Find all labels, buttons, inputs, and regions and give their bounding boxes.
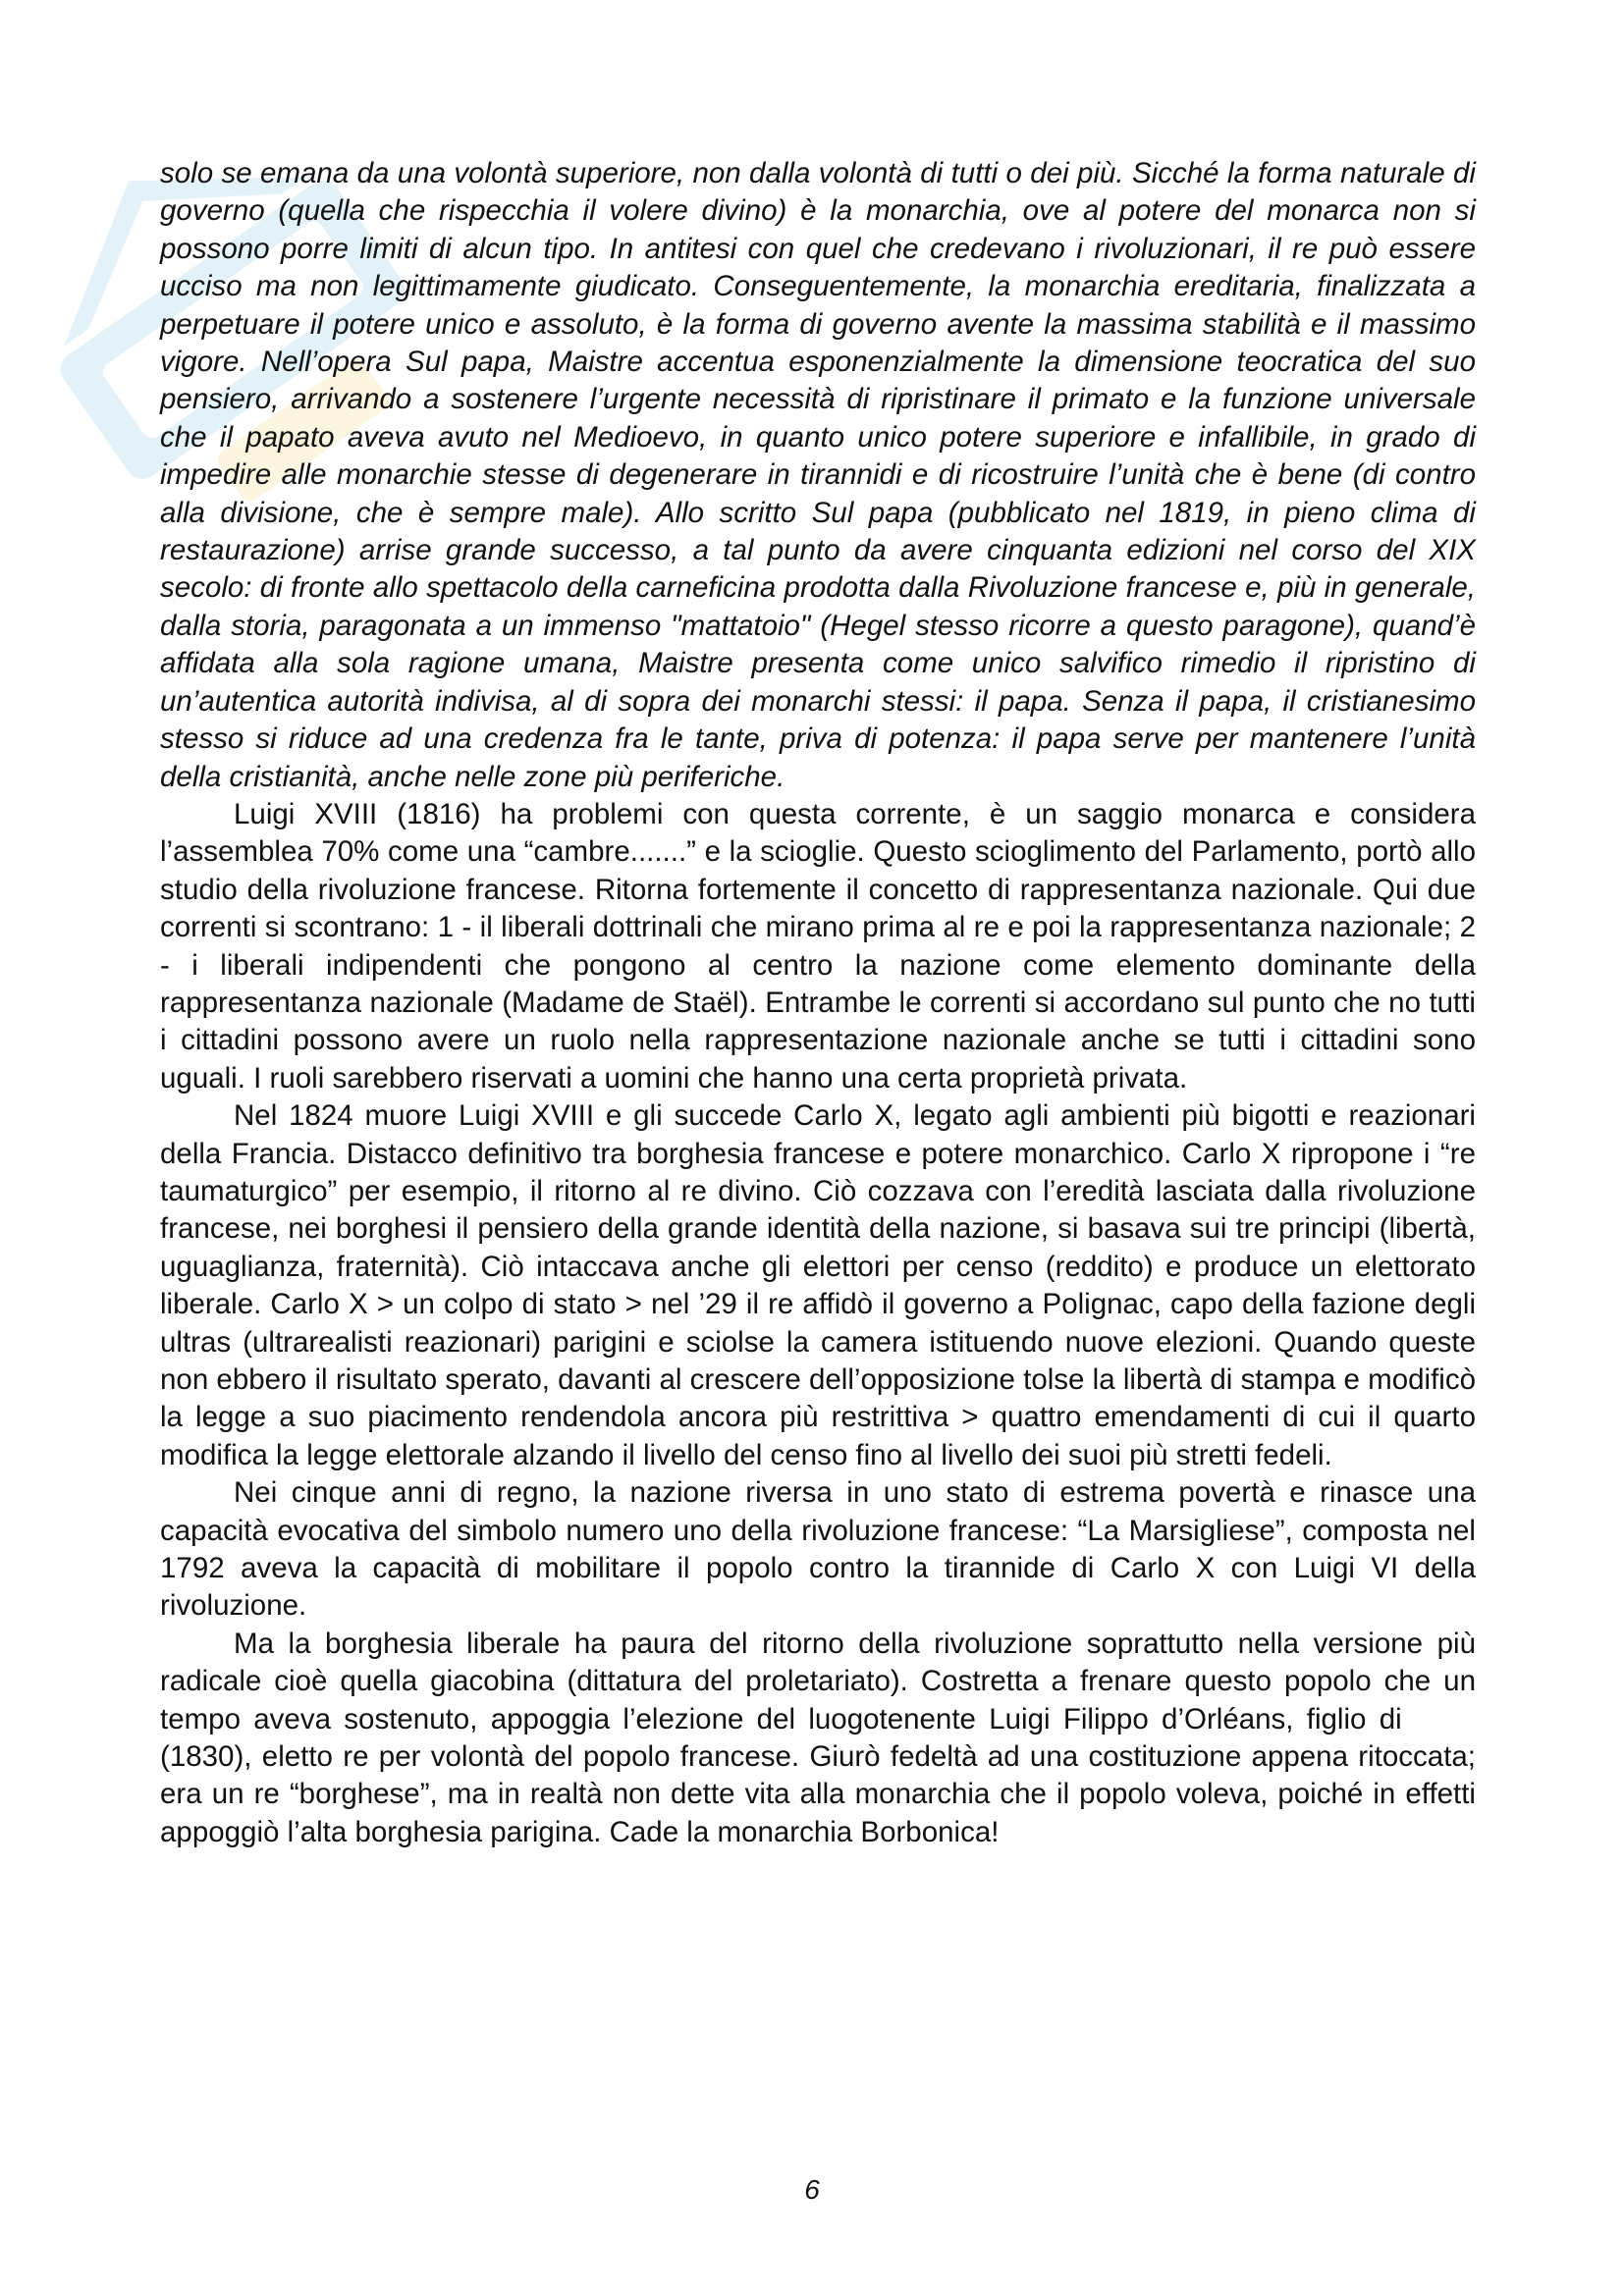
page-number: 6 <box>804 2174 820 2205</box>
paragraph-maistre-continuation: solo se emana da una volontà superiore, non dalla volontà di tutti o dei più. Sicché la forma naturale di governo (quella che rispecchia il volere divino) è la monarchia, ove al potere del monarca non si possono porre limiti di alcun tipo. In antitesi con quel che credevano i rivoluzionari, il re può essere ucciso ma non legittimamente giudicato. Conseguentemente, la monarchia ereditaria, finalizzata a perpetuare il potere unico e assoluto, è la forma di governo avente la massima stabilità e il massimo vigore. Nell’opera Sul papa, Maistre accentua esponenzialmente la dimensione teocratica del suo pensiero, arrivando a sostenere l’urgente necessità di ripristinare il primato e la funzione universale che il papato aveva avuto nel Medioevo, in quanto unico potere superiore e infallibile, in grado di impedire alle monarchie stesse di degenerare in tirannidi e di ricostruire l’unità che è bene (di contro alla divisione, che è sempre male). Allo scritto Sul papa (pubblicato nel 1819, in pieno clima di restaurazione) arrise grande successo, a tal punto da avere cinquanta edizioni nel corso del XIX secolo: di fronte allo spettacolo della carneficina prodotta dalla Rivoluzione francese e, più in generale, dalla storia, paragonata a un immenso "mattatoio" (Hegel stesso ricorre a questo paragone), quand’è affidata alla sola ragione umana, Maistre presenta come unico salvifico rimedio il ripristino di un’autentica autorità indivisa, al di sopra dei monarchi stessi: il papa. Senza il papa, il cristianesimo stesso si riduce ad una credenza fra le tante, priva di potenza: il papa serve per mantenere l’unità della cristianità, anche nelle zone più periferiche. <box>160 157 1476 793</box>
document-body <box>160 155 1476 1851</box>
paragraph-luigi-filippo-part-1: Ma la borghesia liberale ha paura del ritorno della rivoluzione soprattutto nella versione più radicale cioè quella giacobina (dittatura del proletariato). Costretta a frenare questo popolo che un tempo aveva sostenuto, appoggia l’elezione del luogotenente Luigi Filippo d’Orléans, figlio di <box>160 1627 1476 1735</box>
paragraph-luigi-filippo <box>160 1626 1476 1851</box>
paragraph-carlo-x: Nel 1824 muore Luigi XVIII e gli succede Carlo X, legato agli ambienti più bigotti e reazionari della Francia. Distacco definitivo tra borghesia francese e potere monarchico. Carlo X ripropone i “re taumaturgico” per esempio, il ritorno al re divino. Ciò cozzava con l’eredità lasciata dalla rivoluzione francese, nei borghesi il pensiero della grande identità della nazione, si basava sui tre principi (libertà, uguaglianza, fraternità). Ciò intaccava anche gli elettori per censo (reddito) e produce un elettorato liberale. Carlo X > un colpo di stato > nel ’29 il re affidò il governo a Polignac, capo della fazione degli ultras (ultrarealisti reazionari) parigini e sciolse la camera istituendo nuove elezioni. Quando queste non ebbero il risultato sperato, davanti al crescere dell’opposizione tolse la libertà di stampa e modificò la legge a suo piacimento rendendola ancora più restrittiva > quattro emendamenti di cui il quarto modifica la legge elettorale alzando il livello del censo fino al livello dei suoi più stretti fedeli. <box>160 1099 1476 1471</box>
paragraph-marsigliese: Nei cinque anni di regno, la nazione riversa in uno stato di estrema povertà e rinasce una capacità evocativa del simbolo numero uno della rivoluzione francese: “La Marsigliese”, composta nel 1792 aveva la capacità di mobilitare il popolo contro la tirannide di Carlo X con Luigi VI della rivoluzione. <box>160 1476 1476 1623</box>
paragraph-luigi-xviii: Luigi XVIII (1816) ha problemi con questa corrente, è un saggio monarca e considera l’assemblea 70% come una “cambre.......” e la scioglie. Questo scioglimento del Parlamento, portò allo studio della rivoluzione francese. Ritorna fortemente il concetto di rappresentanza nazionale. Qui due correnti si scontrano: 1 - il liberali dottrinali che mirano prima al re e poi la rappresentanza nazionale; 2 - i liberali indipendenti che pongono al centro la nazione come elemento dominante della rappresentanza nazionale (Madame de Staël). Entrambe le correnti si accordano sul punto che no tutti i cittadini possono avere un ruolo nella rappresentazione nazionale anche se tutti i cittadini sono uguali. I ruoli sarebbero riservati a uomini che hanno una certa proprietà privata. <box>160 797 1476 1095</box>
paragraph-luigi-filippo-part-2: (1830), eletto re per volontà del popolo francese. Giurò fedeltà ad una costituzione appena ritoccata; era un re “borghese”, ma in realtà non dette vita alla monarchia che il popolo voleva, poiché in effetti appoggiò l’alta borghesia parigina. Cade la monarchia Borbonica! <box>160 1740 1476 1848</box>
